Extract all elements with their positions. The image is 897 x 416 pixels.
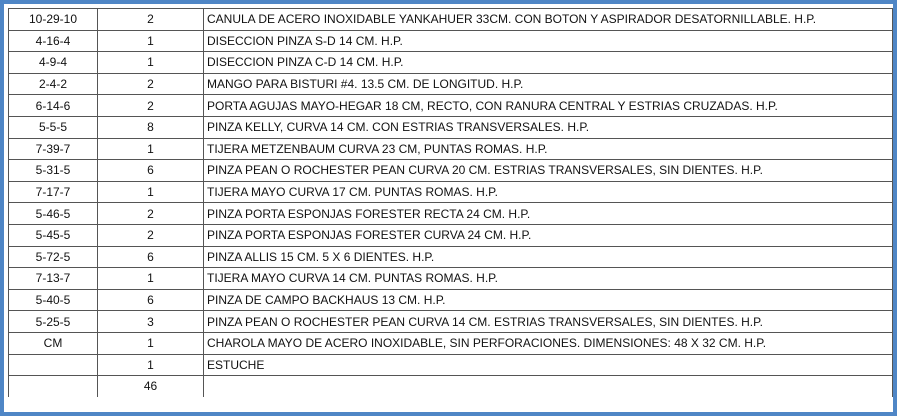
table-row — [9, 160, 893, 182]
item-description: PINZA PORTA ESPONJAS FORESTER RECTA 24 CM. H.P. — [204, 203, 893, 225]
item-quantity: 2 — [98, 95, 204, 117]
item-code: 5-31-5 — [9, 160, 98, 182]
item-quantity: 3 — [98, 311, 204, 333]
item-code: 5-25-5 — [9, 311, 98, 333]
item-description: PORTA AGUJAS MAYO-HEGAR 18 CM, RECTO, CON RANURA CENTRAL Y ESTRIAS CRUZADAS. H.P. — [204, 95, 893, 117]
instrument-table-body — [9, 9, 893, 397]
table-row — [9, 268, 893, 290]
table-row — [9, 116, 893, 138]
item-description: CANULA DE ACERO INOXIDABLE YANKAHUER 33CM. CON BOTON Y ASPIRADOR DESATORNILLABLE. H.P. — [204, 9, 893, 31]
table-row — [9, 73, 893, 95]
table-row — [9, 203, 893, 225]
item-code: 5-5-5 — [9, 116, 98, 138]
item-code: 5-40-5 — [9, 289, 98, 311]
item-code: 5-72-5 — [9, 246, 98, 268]
item-quantity: 1 — [98, 354, 204, 376]
item-description: TIJERA MAYO CURVA 14 CM. PUNTAS ROMAS. H.P. — [204, 268, 893, 290]
item-quantity: 1 — [98, 30, 204, 52]
table-row — [9, 52, 893, 74]
item-description: DISECCION PINZA C-D 14 CM. H.P. — [204, 52, 893, 74]
item-description: PINZA ALLIS 15 CM. 5 X 6 DIENTES. H.P. — [204, 246, 893, 268]
item-quantity: 2 — [98, 9, 204, 31]
item-code: 6-14-6 — [9, 95, 98, 117]
item-quantity: 1 — [98, 52, 204, 74]
item-code: 10-29-10 — [9, 9, 98, 31]
table-row — [9, 354, 893, 376]
table-row — [9, 95, 893, 117]
total-row — [9, 376, 893, 397]
item-quantity: 8 — [98, 116, 204, 138]
item-code: 4-16-4 — [9, 30, 98, 52]
item-code: 5-46-5 — [9, 203, 98, 225]
item-description: PINZA KELLY, CURVA 14 CM. CON ESTRIAS TRANSVERSALES. H.P. — [204, 116, 893, 138]
item-code: CM — [9, 332, 98, 354]
item-quantity: 1 — [98, 332, 204, 354]
item-quantity: 6 — [98, 246, 204, 268]
table-row — [9, 224, 893, 246]
total-description — [204, 376, 893, 397]
item-description: PINZA PEAN O ROCHESTER PEAN CURVA 20 CM. ESTRIAS TRANSVERSALES, SIN DIENTES. H.P. — [204, 160, 893, 182]
total-quantity: 46 — [98, 376, 204, 397]
table-row — [9, 138, 893, 160]
item-quantity: 2 — [98, 73, 204, 95]
table-row — [9, 246, 893, 268]
item-description: TIJERA MAYO CURVA 17 CM. PUNTAS ROMAS. H.P. — [204, 181, 893, 203]
item-code: 5-45-5 — [9, 224, 98, 246]
item-quantity: 1 — [98, 268, 204, 290]
item-description: CHAROLA MAYO DE ACERO INOXIDABLE, SIN PERFORACIONES. DIMENSIONES: 48 X 32 CM. H.P. — [204, 332, 893, 354]
instrument-table — [8, 8, 893, 397]
item-code: 2-4-2 — [9, 73, 98, 95]
table-row — [9, 311, 893, 333]
table-row — [9, 181, 893, 203]
item-description: ESTUCHE — [204, 354, 893, 376]
item-code: 7-13-7 — [9, 268, 98, 290]
item-description: DISECCION PINZA S-D 14 CM. H.P. — [204, 30, 893, 52]
item-code: 7-17-7 — [9, 181, 98, 203]
item-description: PINZA PORTA ESPONJAS FORESTER CURVA 24 CM. H.P. — [204, 224, 893, 246]
item-quantity: 2 — [98, 203, 204, 225]
table-row — [9, 30, 893, 52]
item-code: 7-39-7 — [9, 138, 98, 160]
item-description: TIJERA METZENBAUM CURVA 23 CM, PUNTAS ROMAS. H.P. — [204, 138, 893, 160]
table-row — [9, 332, 893, 354]
item-quantity: 6 — [98, 160, 204, 182]
item-quantity: 6 — [98, 289, 204, 311]
item-code — [9, 354, 98, 376]
table-row — [9, 9, 893, 31]
item-description: PINZA DE CAMPO BACKHAUS 13 CM. H.P. — [204, 289, 893, 311]
item-description: MANGO PARA BISTURI #4. 13.5 CM. DE LONGITUD. H.P. — [204, 73, 893, 95]
table-row — [9, 289, 893, 311]
item-quantity: 2 — [98, 224, 204, 246]
item-quantity: 1 — [98, 138, 204, 160]
total-code — [9, 376, 98, 397]
item-code: 4-9-4 — [9, 52, 98, 74]
item-quantity: 1 — [98, 181, 204, 203]
item-description: PINZA PEAN O ROCHESTER PEAN CURVA 14 CM. ESTRIAS TRANSVERSALES, SIN DIENTES. H.P. — [204, 311, 893, 333]
